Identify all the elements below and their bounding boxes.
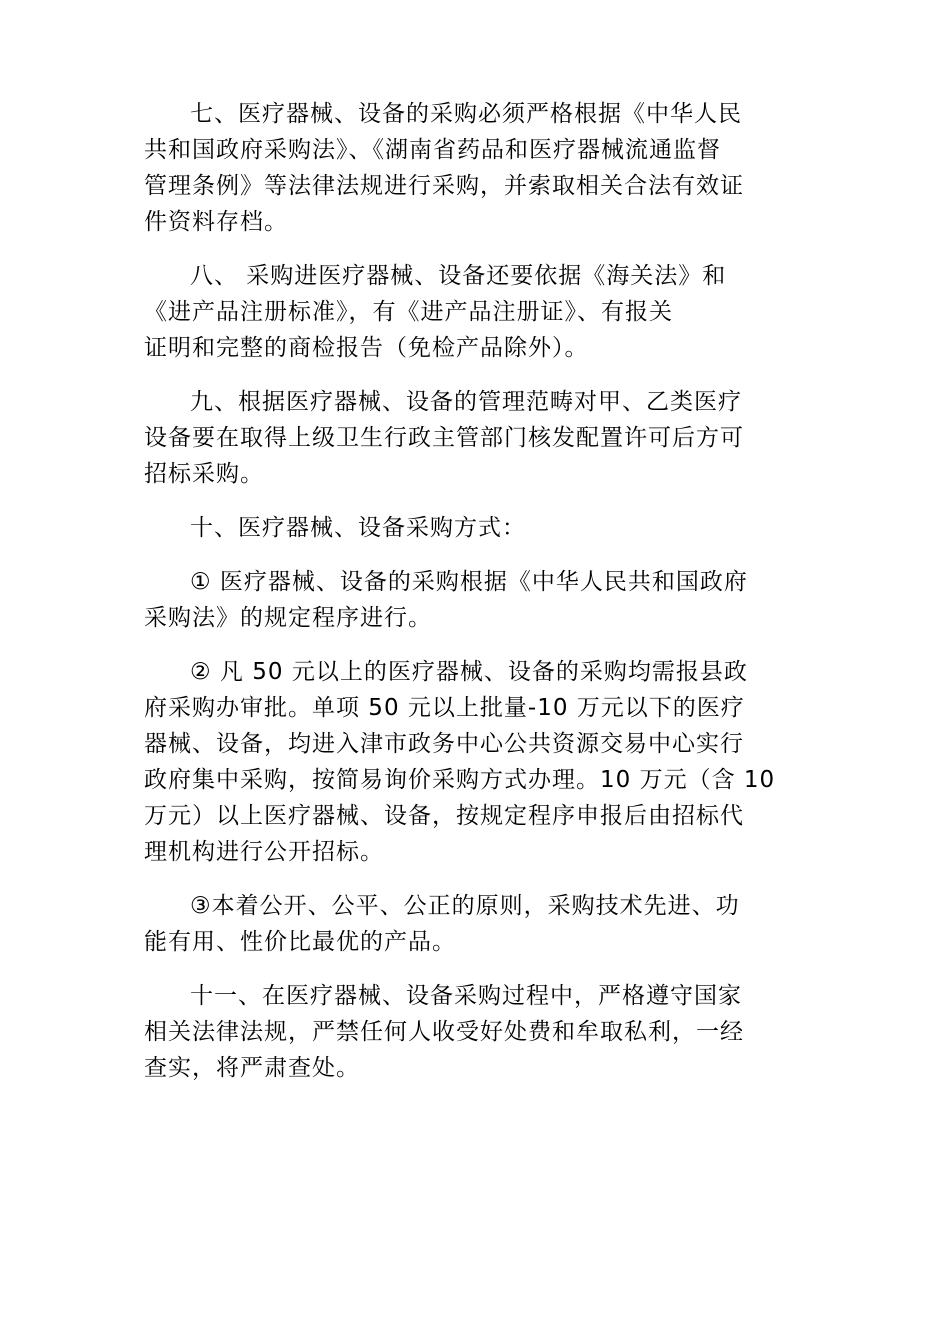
paragraph-9 <box>144 384 804 492</box>
paragraph-line: 七、医疗器械、设备的采购必须严格根据《中华人民 <box>190 101 742 127</box>
paragraph-8 <box>144 258 804 366</box>
paragraph-line: 能有用、性价比最优的产品。 <box>144 929 456 955</box>
paragraph-line: 十、医疗器械、设备采购方式： <box>190 515 526 541</box>
paragraph-line: 《进产品注册标准》，有《进产品注册证》、有报关 <box>144 299 673 325</box>
paragraph-line: 万元）以上医疗器械、设备，按规定程序申报后由招标代 <box>144 803 744 829</box>
paragraph-line: 管理条例》等法律法规进行采购，并索取相关合法有效证 <box>144 173 744 199</box>
paragraph-line: 证明和完整的商检报告（免检产品除外）。 <box>144 335 589 361</box>
paragraph-line: 九、根据医疗器械、设备的管理范畴对甲、乙类医疗 <box>190 389 742 415</box>
paragraph-11 <box>144 978 804 1086</box>
paragraph-line: 采购法》的规定程序进行。 <box>144 605 432 631</box>
paragraph-10-item-3 <box>144 888 804 960</box>
paragraph-10-item-2 <box>144 654 804 870</box>
paragraph-line: 政府集中采购，按简易询价采购方式办理。10 万元（含 10 <box>144 767 776 793</box>
paragraph-line: ① 医疗器械、设备的采购根据《中华人民共和国政府 <box>190 569 748 595</box>
paragraph-line: 招标采购。 <box>144 461 264 487</box>
paragraph-10-item-1 <box>144 564 804 636</box>
paragraph-line: ③本着公开、公平、公正的原则，采购技术先进、功 <box>190 893 740 919</box>
paragraph-line: 器械、设备，均进入津市政务中心公共资源交易中心实行 <box>144 731 744 757</box>
paragraph-line: 查实，将严肃查处。 <box>144 1055 360 1081</box>
paragraph-line: 理机构进行公开招标。 <box>144 839 384 865</box>
paragraph-10-heading <box>144 510 804 546</box>
paragraph-line: 件资料存档。 <box>144 209 288 235</box>
paragraph-line: 共和国政府采购法》、《湖南省药品和医疗器械流通监督 <box>144 137 721 163</box>
paragraph-line: 设备要在取得上级卫生行政主管部门核发配置许可后方可 <box>144 425 744 451</box>
paragraph-line: ② 凡 50 元以上的医疗器械、设备的采购均需报县政 <box>190 659 748 685</box>
paragraph-line: 相关法律法规，严禁任何人收受好处费和牟取私利，一经 <box>144 1019 744 1045</box>
document-body <box>144 96 804 1104</box>
paragraph-line: 府采购办审批。单项 50 元以上批量-10 万元以下的医疗 <box>144 695 745 721</box>
paragraph-7 <box>144 96 804 240</box>
paragraph-line: 十一、在医疗器械、设备采购过程中，严格遵守国家 <box>190 983 742 1009</box>
paragraph-line: 八、 采购进医疗器械、设备还要依据《海关法》和 <box>190 263 727 289</box>
